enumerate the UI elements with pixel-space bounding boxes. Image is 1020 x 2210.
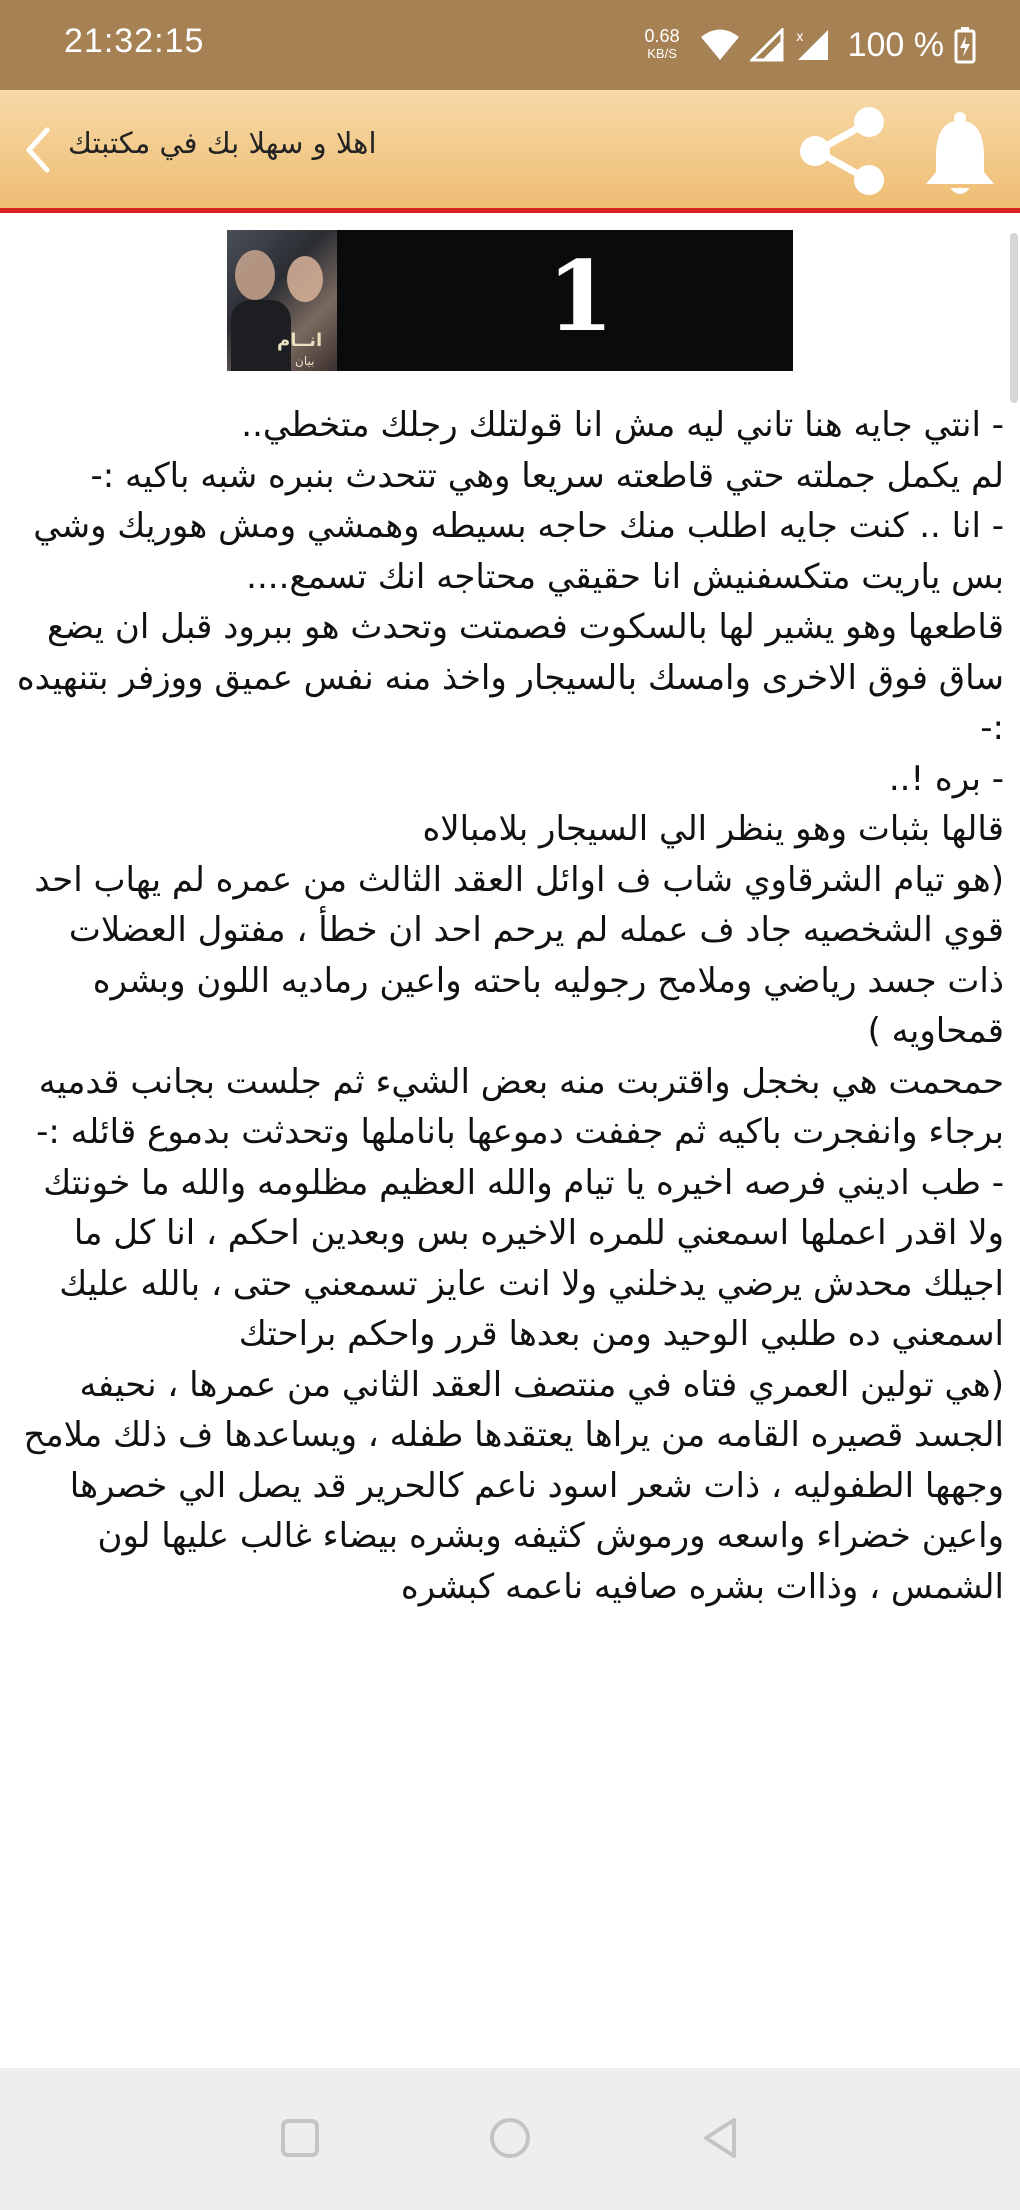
book-cover-image <box>227 230 337 371</box>
app-title: اهلا و سهلا بك في مكتبتك <box>68 126 377 160</box>
story-paragraph: - انتي جايه هنا تاني ليه مش انا قولتلك رجلك متخطي.. <box>241 405 1004 445</box>
back-chevron-icon <box>23 126 53 174</box>
network-speed <box>645 27 680 63</box>
network-speed-value: 0.68 <box>644 26 680 46</box>
system-nav-bar <box>0 2068 1020 2210</box>
system-back-button[interactable] <box>688 2106 752 2170</box>
recents-square-icon <box>280 2118 320 2158</box>
story-paragraph: حمحمت هي بخجل واقتربت منه بعض الشيء ثم جلست بجانب قدميه برجاء وانفجرت باكيه ثم جففت دموعها باناملها وتحدثت بدموع قائله :- <box>36 1061 1004 1152</box>
signal-x-icon <box>794 28 832 62</box>
story-text <box>14 400 1004 1612</box>
home-button[interactable] <box>478 2106 542 2170</box>
back-button[interactable] <box>10 120 66 180</box>
recents-button[interactable] <box>268 2106 332 2170</box>
story-paragraph: قاطعها وهو يشير لها بالسكوت فصمتت وتحدث هو ببرود قبل ان يضع ساق فوق الاخرى وامسك بالسيجار واخذ منه نفس عميق ووزفر بتنهيده :- <box>16 607 1004 748</box>
reading-content[interactable] <box>0 213 1020 2068</box>
share-icon <box>795 106 889 196</box>
cover-author: بيان <box>295 354 315 368</box>
story-paragraph: - بره !.. <box>888 758 1004 799</box>
network-speed-unit: KB/S <box>647 46 677 61</box>
scrollbar-thumb[interactable] <box>1010 233 1018 403</box>
share-button[interactable] <box>795 106 889 196</box>
story-paragraph: (هي تولين العمري فتاه في منتصف العقد الثاني من عمرها ، نحيفه الجسد قصيره القامه من يراها يعتقدها طفله ، ويساعدها ف ذلك ملامح وجهها الطفوليه ، ذات شعر اسود ناعم كالحرير قد يصل الي خصرها واعين خضراء واسعه ورموش كثيفه وبشره بيضاء غالب عليها لون الشمس ، وذاات بشره صافيه ناعمه كبشره <box>23 1364 1004 1607</box>
home-circle-icon <box>488 2116 532 2160</box>
cover-title: انــام <box>277 330 323 351</box>
battery-percent: 100 % <box>847 25 944 64</box>
wifi-icon <box>700 28 740 62</box>
story-paragraph: - طب اديني فرصه اخيره يا تيام والله العظيم مظلومه والله ما خونتك ولا اقدر اعملها اسمعني للمره الاخيره بس وبعدين احكم ، انا كل ما اجيلك محدش يرضي يدخلني ولا انت عايز تسمعني حتى ، بالله عليك اسمعني ده طلبي الوحيد ومن بعدها قرر واحكم براحتك <box>43 1162 1004 1354</box>
app-bar <box>0 90 1020 213</box>
battery-charging-icon <box>954 26 976 64</box>
bell-icon <box>920 110 1000 200</box>
story-paragraph: لم يكمل جملته حتي قاطعته سريعا وهي تتحدث بنبره شبه باكيه :- <box>90 455 1004 496</box>
svg-text:x: x <box>795 30 804 45</box>
story-paragraph: (هو تيام الشرقاوي شاب ف اوائل العقد الثالث من عمره لم يهاب احد قوي الشخصيه جاد ف عمله لم يرحم احد ان خطأ ، مفتول العضلات ذات جسد رياضي وملامح رجوليه باحته واعين رماديه اللون وبشره قمحاويه ) <box>34 859 1004 1051</box>
notifications-button[interactable] <box>920 110 1000 200</box>
chapter-number: 1 <box>547 240 614 353</box>
story-paragraph: - انا .. كنت جايه اطلب منك حاجه بسيطه وهمشي ومش هوريك وشي بس ياريت متكسفنيش انا حقيقي محتاجه انك تسمع.... <box>33 506 1004 597</box>
status-indicators <box>645 18 976 72</box>
status-time: 21:32:15 <box>64 22 205 60</box>
back-triangle-icon <box>700 2116 740 2160</box>
signal-icon <box>750 28 784 62</box>
story-paragraph: قالها بثبات وهو ينظر الي السيجار بلامبالاه <box>422 809 1004 849</box>
chapter-banner <box>227 230 793 371</box>
status-bar <box>0 0 1020 90</box>
